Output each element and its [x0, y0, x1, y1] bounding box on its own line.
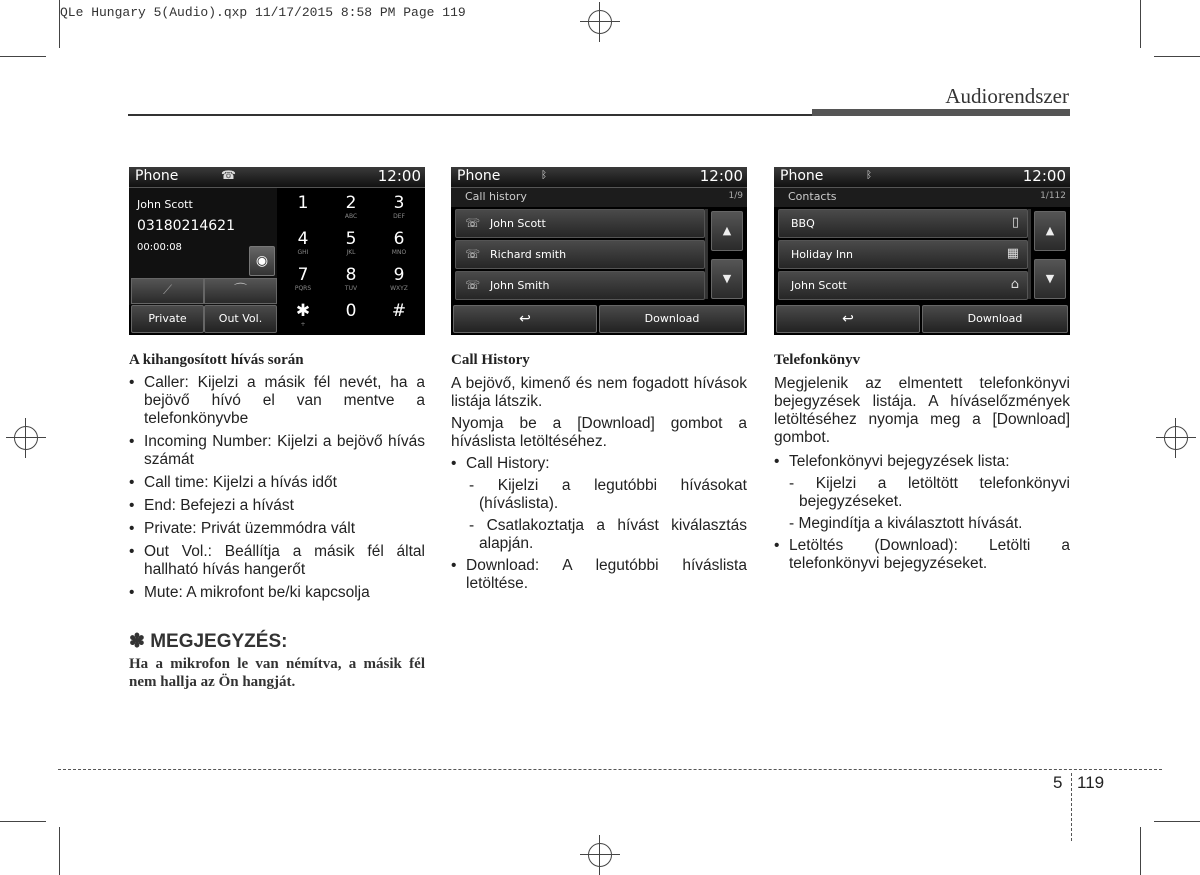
list-item: • Private: Privát üzemmódra vált	[129, 520, 356, 537]
list-item-label: John Scott	[791, 279, 847, 292]
status-bar	[774, 167, 1070, 188]
keypad-key[interactable]	[279, 227, 327, 263]
key-digit: 5	[345, 229, 357, 249]
bluetooth-icon: ᛒ	[866, 170, 872, 181]
crop-mark	[1154, 821, 1200, 822]
sub-item: - Kijelzi a legutóbbi hívásokat (híváslista).	[469, 477, 747, 512]
list-item: • End: Befejezi a hívást	[129, 497, 294, 514]
download-button[interactable]: Download	[922, 305, 1068, 333]
scrollbar[interactable]	[1028, 209, 1031, 299]
key-digit: 7	[297, 265, 309, 285]
list-item: • Letöltés (Download): Letölti a telefonkönyvi bejegyzéseket.	[774, 537, 1070, 572]
page-indicator: 1/112	[1040, 191, 1066, 201]
home-icon: ⌂	[1010, 277, 1019, 292]
list-item: • Telefonkönyvi bejegyzések lista:	[774, 453, 1010, 470]
keypad-key[interactable]	[327, 227, 375, 263]
clock: 12:00	[377, 167, 421, 185]
keypad-key[interactable]	[279, 191, 327, 227]
arrow-up-icon: ▲	[1045, 224, 1055, 237]
sub-item: - Megindítja a kiválasztott hívását.	[789, 515, 1023, 532]
list-item: • Incoming Number: Kijelzi a bejövő hívás számát	[129, 433, 425, 468]
list-item[interactable]	[455, 240, 705, 269]
list-item[interactable]	[778, 271, 1028, 300]
screen-title: Phone	[780, 168, 824, 184]
clock: 12:00	[699, 167, 743, 185]
list-item-label: Holiday Inn	[791, 248, 854, 261]
call-icon: ⟋	[162, 283, 173, 298]
print-header: QLe Hungary 5(Audio).qxp 11/17/2015 8:58 PM Page 119	[60, 5, 466, 20]
key-letters: PQRS	[294, 285, 312, 292]
paragraph: Megjelenik az elmentett telefonkönyvi bejegyzések listája. A híváselőzmények letöltéséhez nyomja meg a [Download] gombot.	[774, 375, 1070, 446]
arrow-up-icon: ▲	[722, 224, 732, 237]
scroll-down-button[interactable]	[711, 259, 743, 299]
column-call-history	[451, 351, 747, 593]
key-digit: 8	[345, 265, 357, 285]
keypad-key[interactable]	[375, 191, 423, 227]
bluetooth-icon: ᛒ	[541, 170, 547, 181]
caller-name: John Scott	[137, 198, 193, 211]
end-call-button[interactable]	[204, 278, 277, 304]
end-call-icon: ⌒	[233, 283, 247, 298]
key-digit: #	[391, 301, 407, 321]
key-digit: 0	[345, 301, 357, 321]
bullet-text: Mute: A mikrofont be/ki kapcsolja	[144, 584, 370, 601]
contacts-screen	[774, 167, 1070, 335]
list-item: • Call History:	[451, 455, 550, 472]
bullet-text: End: Befejezi a hívást	[144, 497, 294, 514]
list-item[interactable]	[778, 240, 1028, 269]
note-heading: ✽ MEGJEGYZÉS:	[129, 631, 288, 652]
crop-mark	[0, 821, 46, 822]
list-item[interactable]	[455, 209, 705, 238]
bullet-text: Call time: Kijelzi a hívás időt	[144, 474, 337, 491]
caller-number: 03180214621	[137, 218, 235, 234]
bullet-text: Download: A legutóbbi híváslista letöltése.	[466, 557, 747, 592]
bullet-text: Letöltés (Download): Letölti a telefonkönyvi bejegyzéseket.	[789, 537, 1070, 572]
section-title: Audiorendszer	[945, 84, 1069, 108]
keypad-key[interactable]	[327, 299, 375, 335]
keypad-key[interactable]	[279, 299, 327, 335]
list-item: • Download: A legutóbbi híváslista letöltése.	[451, 557, 747, 592]
header-rule-accent	[812, 109, 1070, 116]
list-item[interactable]	[455, 271, 705, 300]
key-letters: +	[300, 321, 306, 328]
crop-mark	[0, 56, 46, 57]
list-title: Call history	[465, 190, 527, 203]
key-digit: 6	[393, 229, 405, 249]
office-building-icon: ▦	[1006, 246, 1019, 261]
list-header	[451, 188, 747, 207]
note-body: Ha a mikrofon le van némítva, a másik fél nem hallja az Ön hangját.	[129, 656, 425, 690]
registration-mark	[1156, 418, 1196, 458]
bullet-text: Incoming Number: Kijelzi a bejövő hívás számát	[144, 433, 425, 468]
incoming-call-icon: ☏	[465, 216, 481, 230]
key-letters: WXYZ	[390, 285, 408, 292]
back-arrow-icon: ↩	[842, 311, 854, 327]
section-heading: Call History	[451, 352, 530, 368]
keypad-key[interactable]	[375, 227, 423, 263]
crop-mark	[1140, 0, 1141, 48]
download-button[interactable]: Download	[599, 305, 745, 333]
screen-title: Phone	[135, 168, 179, 184]
key-letters: ABC	[344, 213, 358, 220]
bullet-list	[129, 374, 425, 607]
status-bar	[451, 167, 747, 188]
private-button[interactable]: Private	[131, 305, 204, 333]
list-header	[774, 188, 1070, 207]
clock: 12:00	[1022, 167, 1066, 185]
list-item[interactable]	[778, 209, 1028, 238]
back-button[interactable]	[776, 305, 920, 333]
scroll-down-button[interactable]	[1034, 259, 1066, 299]
list-item: • Caller: Kijelzi a másik fél nevét, ha a bejövő hívó el van mentve a telefonkönyvbe	[129, 374, 425, 427]
list-item: • Out Vol.: Beállítja a másik fél által hallható hívás hangerőt	[129, 543, 425, 578]
list-item-label: Richard smith	[490, 248, 567, 261]
keypad-key[interactable]	[327, 263, 375, 299]
crop-mark	[1140, 827, 1141, 875]
bullet-text: Call History:	[466, 455, 550, 472]
column-handsfree	[129, 351, 425, 369]
missed-call-icon: ☏	[465, 278, 481, 292]
list-title: Contacts	[788, 190, 837, 203]
keypad-key[interactable]	[279, 263, 327, 299]
list-item-label: John Smith	[490, 279, 550, 292]
section-heading: Telefonkönyv	[774, 352, 861, 368]
handset-icon: ☎	[221, 168, 236, 182]
back-arrow-icon: ↩	[519, 311, 531, 327]
back-button[interactable]	[453, 305, 597, 333]
crop-mark	[59, 827, 60, 875]
registration-mark	[580, 2, 620, 42]
mute-button[interactable]	[249, 246, 275, 276]
key-letters: DEF	[393, 213, 405, 220]
section-heading: A kihangosított hívás során	[129, 352, 304, 368]
footer-rule	[58, 769, 1162, 770]
keypad-key[interactable]	[375, 299, 423, 335]
page-indicator: 1/9	[728, 191, 743, 201]
chapter-number: 5	[1053, 773, 1063, 792]
keypad-key[interactable]	[375, 263, 423, 299]
key-digit: 4	[297, 229, 309, 249]
bullet-text: Out Vol.: Beállítja a másik fél által hallható hívás hangerőt	[144, 543, 425, 578]
outgoing-call-icon: ☏	[465, 247, 481, 261]
sub-item: - Kijelzi a letöltött telefonkönyvi bejegyzéseket.	[789, 475, 1070, 510]
out-vol-button[interactable]: Out Vol.	[204, 305, 277, 333]
key-digit: 1	[297, 193, 309, 213]
key-letters: MNO	[391, 249, 407, 256]
page-number: 119	[1077, 773, 1105, 792]
arrow-down-icon: ▼	[1045, 272, 1055, 285]
scroll-up-button[interactable]	[1034, 211, 1066, 251]
list-item: • Mute: A mikrofont be/ki kapcsolja	[129, 584, 370, 601]
column-phonebook	[774, 351, 1070, 573]
status-bar	[129, 167, 425, 188]
screen-title: Phone	[457, 168, 501, 184]
key-digit: 2	[345, 193, 357, 213]
registration-mark	[580, 835, 620, 875]
call-time: 00:00:08	[137, 242, 182, 253]
arrow-down-icon: ▼	[722, 272, 732, 285]
phone-call-screen	[129, 167, 425, 335]
microphone-mute-icon: ◉	[255, 253, 269, 269]
key-digit: 9	[393, 265, 405, 285]
list-item: • Call time: Kijelzi a hívás időt	[129, 474, 337, 491]
scrollbar[interactable]	[705, 209, 708, 299]
crop-mark	[59, 0, 60, 48]
key-letters: GHI	[297, 249, 309, 256]
sub-item: - Csatlakoztatja a hívást kiválasztás alapján.	[469, 517, 747, 552]
key-letters: JKL	[346, 249, 356, 256]
key-digit: 3	[393, 193, 405, 213]
list-item-label: John Scott	[490, 217, 546, 230]
crop-mark	[1154, 56, 1200, 57]
bullet-text: Caller: Kijelzi a másik fél nevét, ha a bejövő hívó el van mentve a telefonkönyvbe	[144, 374, 425, 427]
bullet-text: Private: Privát üzemmódra vált	[144, 520, 356, 537]
paragraph: A bejövő, kimenő és nem fogadott hívások listája látszik.	[451, 375, 747, 410]
registration-mark	[6, 418, 46, 458]
call-button[interactable]	[131, 278, 204, 304]
mobile-phone-icon: ▯	[1011, 215, 1019, 230]
keypad-key[interactable]	[327, 191, 375, 227]
bullet-text: Telefonkönyvi bejegyzések lista:	[789, 453, 1010, 470]
call-history-screen	[451, 167, 747, 335]
key-letters: TUV	[344, 285, 358, 292]
footer-divider	[1071, 773, 1072, 841]
list-item-label: BBQ	[791, 217, 815, 230]
key-digit: ✱	[295, 301, 311, 321]
scroll-up-button[interactable]	[711, 211, 743, 251]
paragraph: Nyomja be a [Download] gombot a híváslista letöltéséhez.	[451, 415, 747, 450]
